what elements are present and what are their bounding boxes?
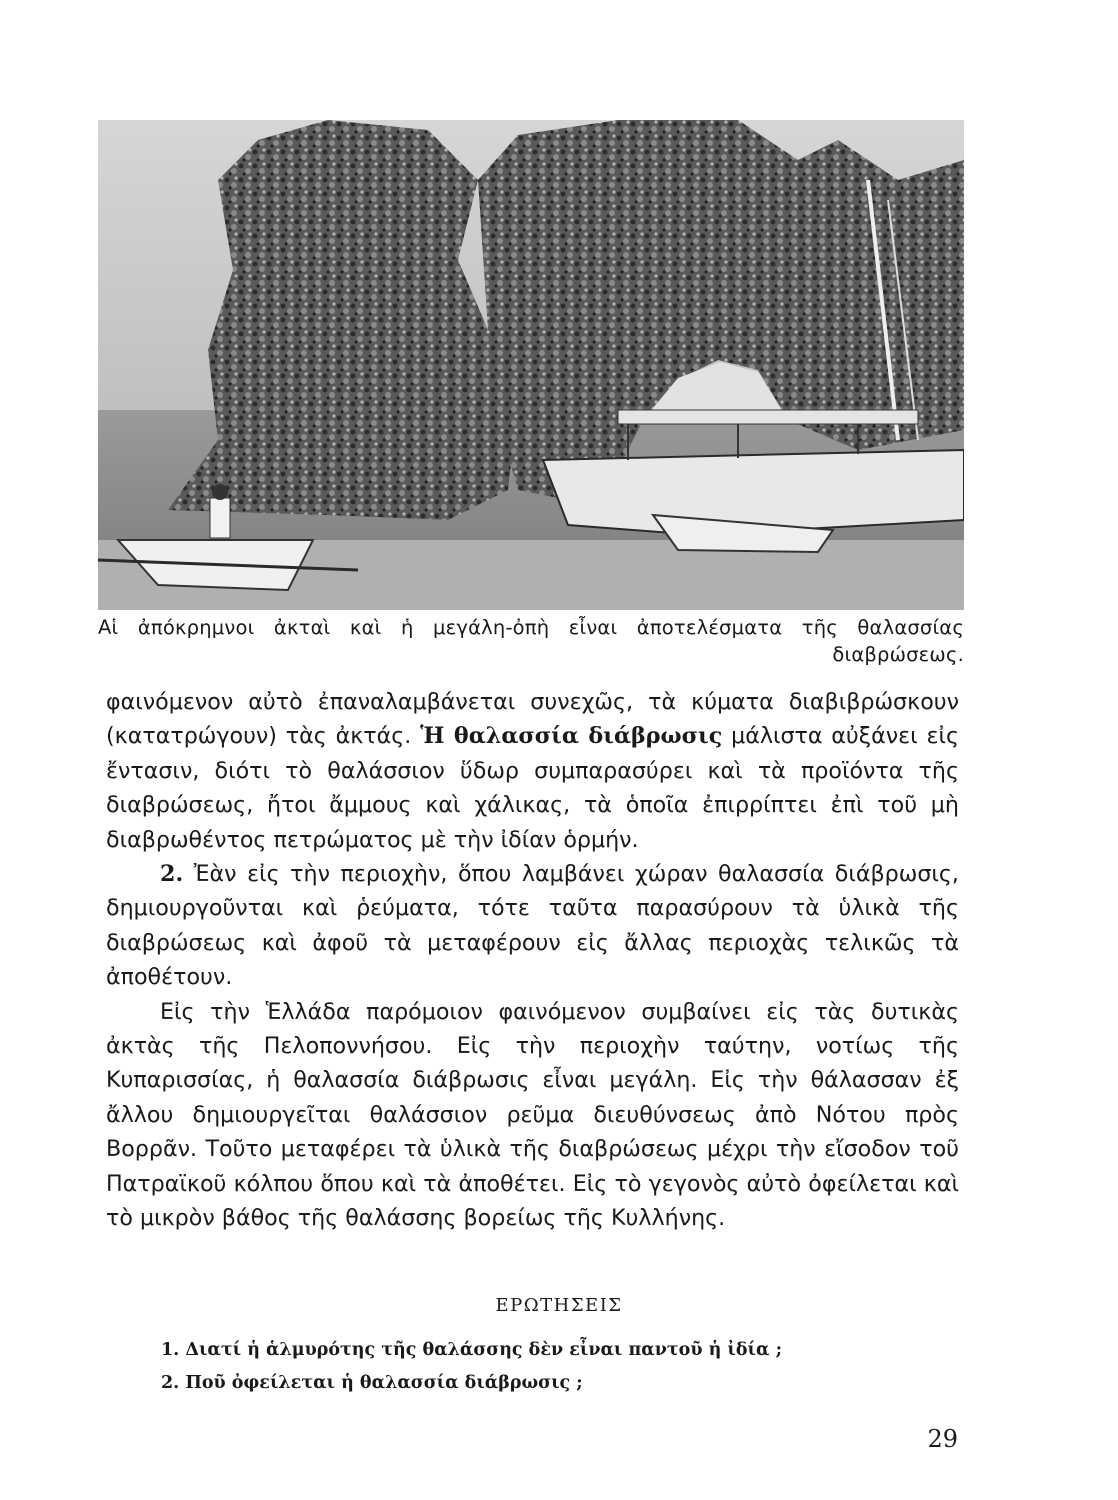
- paragraph-2-text: Ἐὰν εἰς τὴν περιοχὴν, ὅπου λαμβάνει χώραν θαλασσία διάβρωσις, δημιουργοῦνται καὶ ῥεύματα, τότε ταῦτα παρασύρουν τὰ ὑλικὰ τῆς διαβρώσεως καὶ ἀφοῦ τὰ μεταφέρουν εἰς ἄλλας περιοχὰς τελικῶς τὰ ἀποθέτουν.: [106, 861, 959, 991]
- question-item: 2. Ποῦ ὀφείλεται ἡ θαλασσία διάβρωσις ;: [161, 1373, 583, 1393]
- page-number: 29: [927, 1425, 958, 1453]
- term-marine-erosion: Ἡ θαλασσία διάβρωσις: [420, 723, 723, 750]
- question-item: 1. Διατί ἡ ἁλμυρότης τῆς θαλάσσης δὲν εἶναι παντοῦ ἡ ἰδία ;: [161, 1340, 783, 1360]
- section-number: 2.: [160, 861, 184, 888]
- paragraph-1-start: φαινόμενον αὐτὸ ἐπαναλαμβάνεται συνεχῶς, τὰ κύματα διαβιβρώσκουν (κατατρώγουν) τὰς ἀκτάς.: [106, 689, 959, 750]
- questions-title: ΕΡΩΤΗΣΕΙΣ: [495, 1295, 623, 1316]
- photo-sea-arch-icon: [98, 120, 964, 610]
- body-text: [106, 685, 959, 1236]
- figure-caption: Αἱ ἀπόκρημνοι ἀκταὶ καὶ ἡ μεγάλη-ὀπὴ εἶναι ἀποτελέσματα τῆς θαλασσίας διαβρώσεως.: [98, 616, 964, 666]
- paragraph-2: [106, 857, 959, 995]
- paragraph-1-end: μάλιστα αὐξάνει εἰς ἔντασιν, διότι τὸ θαλάσσιον ὕδωρ συμπαρασύρει καὶ τὰ προϊόντα τῆς διαβρώσεως, ἤτοι ἄμμους καὶ χάλικας, τὰ ὁποῖα ἐπιρρίπτει ἐπὶ τοῦ μὴ διαβρωθέντος πετρώματος μὲ τὴν ἰδίαν ὁρμήν.: [106, 723, 959, 853]
- photo-sea-arch: [98, 120, 964, 610]
- paragraph-1: [106, 685, 959, 857]
- questions-list: [161, 1334, 961, 1400]
- paragraph-3: Εἰς τὴν Ἑλλάδα παρόμοιον φαινόμενον συμβαίνει εἰς τὰς δυτικὰς ἀκτὰς τῆς Πελοποννήσου. Εἰς τὴν περιοχὴν ταύτην, νοτίως τῆς Κυπαρισσίας, ἡ θαλασσία διάβρωσις εἶναι μεγάλη. Εἰς τὴν θάλασσαν ἐξ ἄλλου δημιουργεῖται θαλάσσιον ρεῦμα διευθύνσεως ἀπὸ Νότου πρὸς Βορρᾶν. Τοῦτο μεταφέρει τὰ ὑλικὰ τῆς διαβρώσεως μέχρι τὴν εἴσοδον τοῦ Πατραϊκοῦ κόλπου ὅπου καὶ τὰ ἀποθέτει. Εἰς τὸ γεγονὸς αὐτὸ ὀφείλεται καὶ τὸ μικρὸν βάθος τῆς θαλάσσης βορείως τῆς Κυλλήνης.: [106, 998, 959, 1232]
